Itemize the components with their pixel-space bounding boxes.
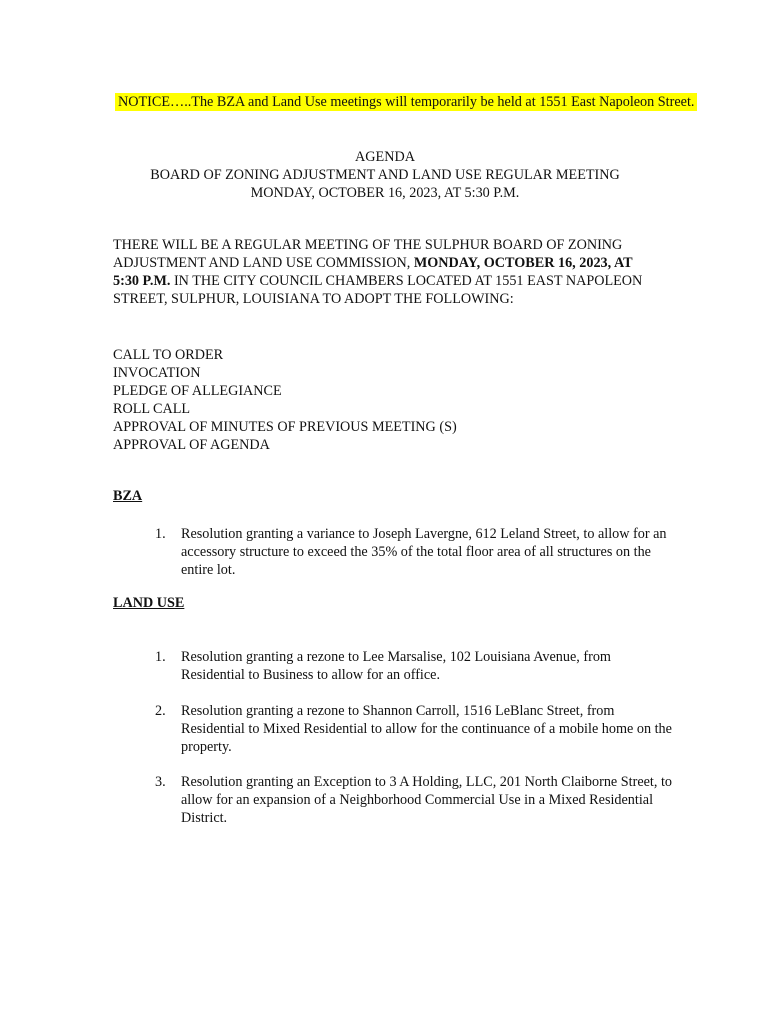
order-item-pledge: PLEDGE OF ALLEGIANCE: [113, 383, 282, 399]
order-item-call-to-order: CALL TO ORDER: [113, 347, 224, 363]
item-text: Resolution granting an Exception to 3 A Holding, LLC, 201 North Claiborne Street, to allow for an expansion of a Neighborhood Commercial Use in a Mixed Residential District.: [181, 774, 672, 826]
agenda-title: AGENDA: [355, 149, 415, 165]
item-number: 1.: [155, 649, 166, 665]
order-item-approval-agenda: APPROVAL OF AGENDA: [113, 437, 270, 453]
land-use-agenda-item: [155, 648, 675, 684]
order-item-roll-call: ROLL CALL: [113, 401, 191, 417]
land-use-agenda-item: [155, 702, 675, 756]
intro-text-start: THERE WILL BE A REGULAR MEETING OF THE SULPHUR BOARD OF ZONING ADJUSTMENT AND LAND USE COMMISSION,: [113, 237, 623, 271]
item-text: Resolution granting a rezone to Shannon Carroll, 1516 LeBlanc Street, from Residential to Mixed Residential to allow for the continuance of a mobile home on the property.: [181, 703, 672, 755]
intro-date-bold: MONDAY, OCTOBER 16, 2023, AT 5:30 P.M.: [113, 255, 633, 289]
item-number: 2.: [155, 703, 166, 719]
order-of-business-list: [113, 346, 457, 454]
item-text: Resolution granting a rezone to Lee Marsalise, 102 Louisiana Avenue, from Residential to Business to allow for an office.: [181, 649, 611, 683]
item-text: Resolution granting a variance to Joseph Lavergne, 612 Leland Street, to allow for an accessory structure to exceed the 35% of the total floor area of all structures on the entire lot.: [181, 526, 667, 578]
intro-paragraph: [113, 236, 658, 308]
item-number: 3.: [155, 774, 166, 790]
land-use-agenda-item: [155, 773, 675, 827]
bza-heading: BZA: [113, 488, 143, 504]
land-use-heading: LAND USE: [113, 595, 185, 611]
meeting-title: BOARD OF ZONING ADJUSTMENT AND LAND USE REGULAR MEETING: [150, 167, 620, 183]
order-item-invocation: INVOCATION: [113, 365, 201, 381]
item-number: 1.: [155, 526, 166, 542]
order-item-approval-minutes: APPROVAL OF MINUTES OF PREVIOUS MEETING (S): [113, 419, 457, 435]
meeting-date: MONDAY, OCTOBER 16, 2023, AT 5:30 P.M.: [250, 185, 520, 201]
bza-agenda-item: [155, 525, 675, 579]
intro-text-end: IN THE CITY COUNCIL CHAMBERS LOCATED AT 1551 EAST NAPOLEON STREET, SULPHUR, LOUISIANA TO ADOPT THE FOLLOWING:: [113, 273, 643, 307]
notice-banner: NOTICE…..The BZA and Land Use meetings will temporarily be held at 1551 East Napoleon Street.: [115, 93, 697, 111]
